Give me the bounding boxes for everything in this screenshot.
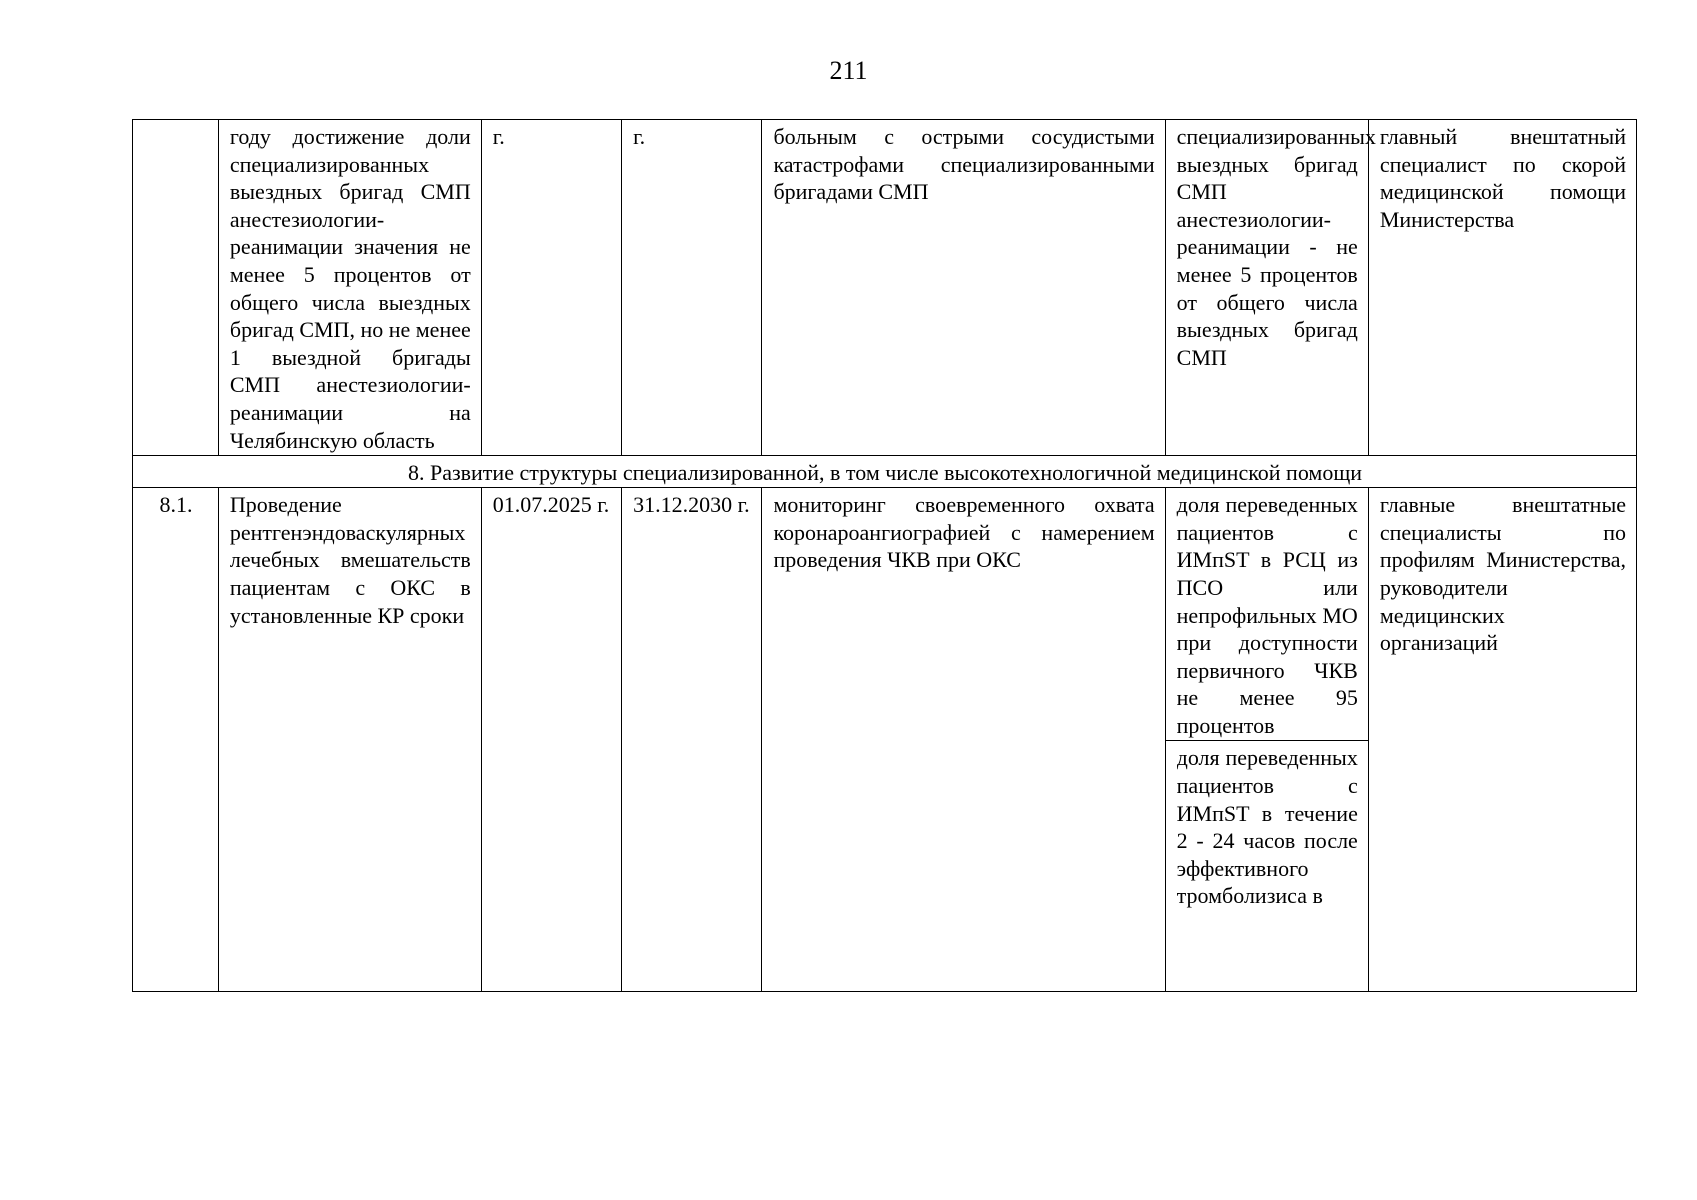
cell-end-date: 31.12.2030 г. bbox=[622, 488, 762, 992]
table-row bbox=[133, 488, 1637, 992]
cell-start-date: г. bbox=[481, 120, 621, 456]
cell-indicators bbox=[1165, 488, 1368, 992]
cell-number: 8.1. bbox=[133, 488, 219, 992]
indicator-after-thrombolysis bbox=[1166, 741, 1368, 991]
cell-action: Проведение рентгенэндоваскулярных лечебных вмешательств пациентам с ОКС в установленные КР сроки bbox=[218, 488, 481, 992]
cell-end-date: г. bbox=[622, 120, 762, 456]
indicator-transfer-rsc: доля переведенных пациентов с ИМпST в РСЦ из ПСО или непрофильных МО при доступности первичного ЧКВ не менее 95 процентов bbox=[1166, 488, 1368, 741]
table-row bbox=[133, 120, 1637, 456]
page-number: 211 bbox=[829, 56, 868, 85]
cell-responsible: главный внештатный специалист по скорой медицинской помощи Министерства bbox=[1368, 120, 1636, 456]
indicators-stack bbox=[1166, 488, 1368, 991]
cell-responsible: главные внештатные специалисты по профилям Министерства, руководители медицинских организаций bbox=[1368, 488, 1636, 992]
action-plan-table bbox=[132, 119, 1637, 992]
cell-action: году достижение доли специализированных выездных бригад СМП анестезиологии-реанимации значения не менее 5 процентов от общего числа выездных бригад СМП, но не менее 1 выездной бригады СМП анестезиологии-реанимации на Челябинскую область bbox=[218, 120, 481, 456]
cell-indicator: специализированных выездных бригад СМП анестезиологии-реанимации - не менее 5 процентов от общего числа выездных бригад СМП bbox=[1165, 120, 1368, 456]
indicator-after-thrombolysis-text: доля переведенных пациентов с ИМпST в течение 2 - 24 часов после эффективного тромболизиса в bbox=[1176, 745, 1358, 909]
cell-characteristic: больным с острыми сосудистыми катастрофами специализированными бригадами СМП bbox=[762, 120, 1165, 456]
cell-start-date: 01.07.2025 г. bbox=[481, 488, 621, 992]
cell-characteristic: мониторинг своевременного охвата коронароангиографией с намерением проведения ЧКВ при ОКС bbox=[762, 488, 1165, 992]
section-title: 8. Развитие структуры специализированной, в том числе высокотехнологичной медицинской помощи bbox=[133, 456, 1637, 488]
cell-number bbox=[133, 120, 219, 456]
section-row bbox=[133, 456, 1637, 488]
